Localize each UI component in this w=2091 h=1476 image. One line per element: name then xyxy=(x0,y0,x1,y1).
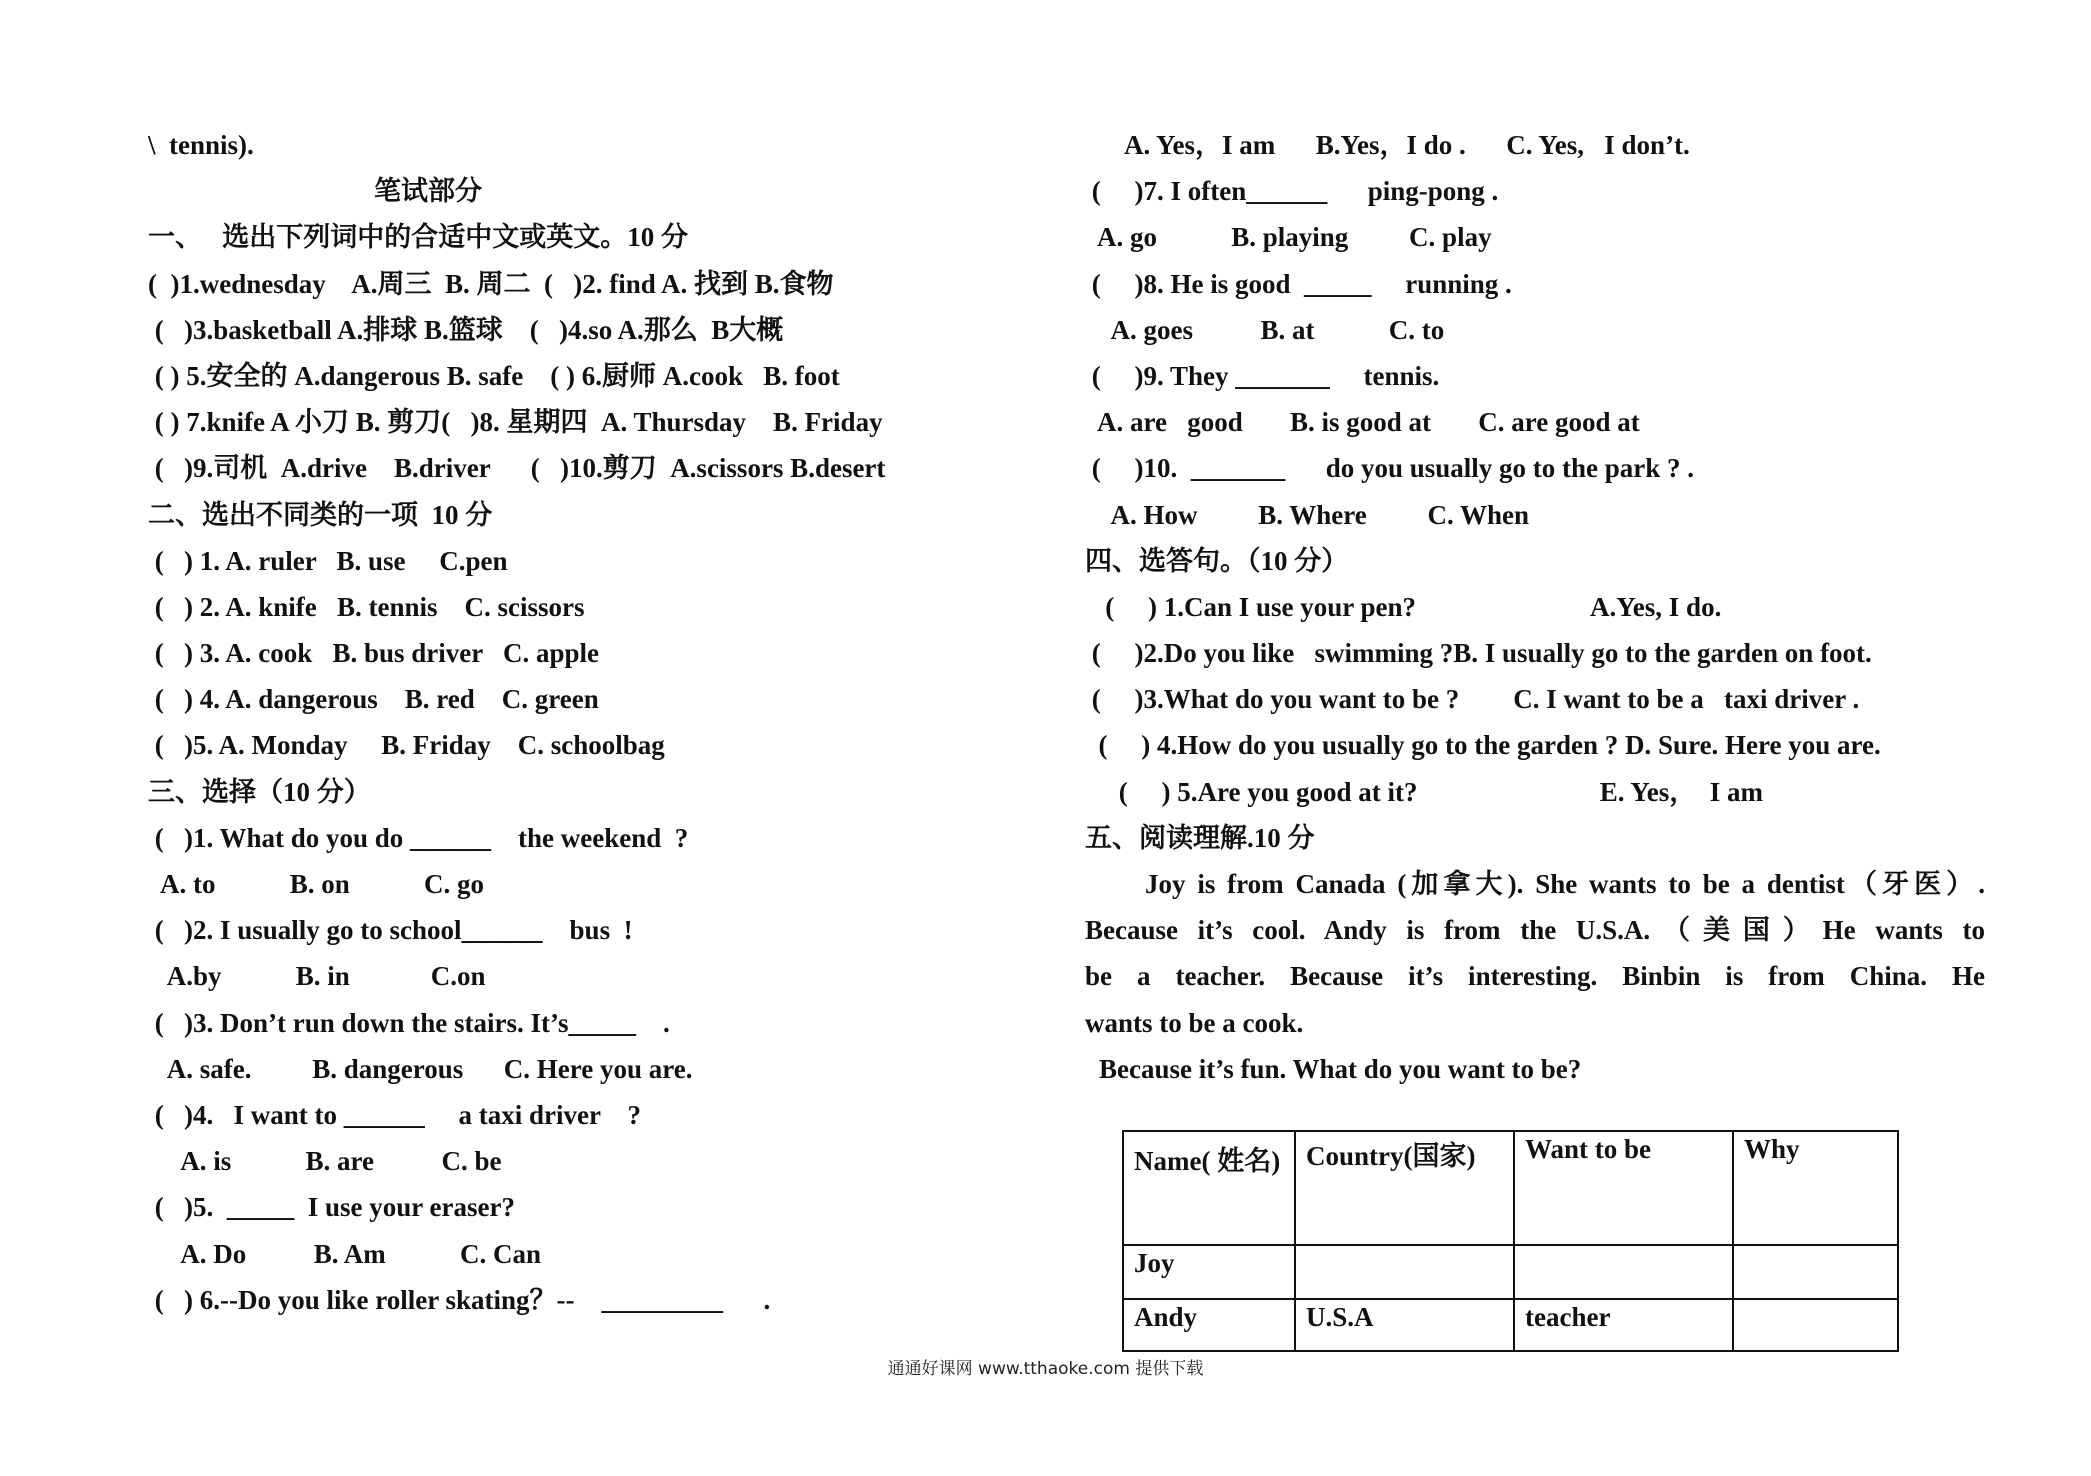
options-line: A. Do B. Am C. Can xyxy=(148,1238,542,1269)
table-cell xyxy=(1295,1245,1514,1299)
table-cell: U.S.A xyxy=(1295,1299,1514,1351)
header-country: Country(国家) xyxy=(1295,1131,1514,1245)
page-footer: 通通好课网 www.tthaoke.com 提供下载 xyxy=(887,1359,1204,1379)
question-line: ( ) 2. A. knife B. tennis C. scissors xyxy=(148,591,585,622)
reading-paragraph-line: wants to be a cook. xyxy=(1085,1007,1304,1038)
question-line: ( )5. _____ I use your eraser? xyxy=(148,1192,515,1223)
options-line: A. Yes，I am B.Yes，I do . C. Yes, I don’t. xyxy=(1085,130,1690,160)
table-row xyxy=(1123,1245,1898,1299)
left-column xyxy=(148,122,1048,1323)
question-line: ( ) 5.安全的 A.dangerous B. safe ( ) 6.厨师 A.cook B. foot xyxy=(148,360,840,391)
continuation-line: \ tennis). xyxy=(148,130,254,160)
header-why: Why xyxy=(1733,1131,1898,1245)
question-line: ( )3. Don’t run down the stairs. It’s_____ . xyxy=(148,1007,670,1038)
match-line: ( ) 5.Are you good at it? E. Yes， I am xyxy=(1085,776,1763,807)
question-line: ( ) 1. A. ruler B. use C.pen xyxy=(148,545,508,576)
header-name: Name( 姓名) xyxy=(1123,1131,1295,1245)
question-line: ( )9.司机 A.drive B.driver ( )10.剪刀 A.scissors B.desert xyxy=(148,453,886,484)
table-header-row xyxy=(1123,1131,1898,1245)
table-cell xyxy=(1733,1299,1898,1351)
question-line: ( )10. _______ do you usually go to the park ? . xyxy=(1085,453,1695,484)
question-line: ( )7. I often______ ping-pong . xyxy=(1085,176,1499,207)
reading-paragraph-line: Because it’s cool. Andy is from the U.S.A.（美国）He wants to xyxy=(1085,915,1985,946)
question-line: ( )1.wednesday A.周三 B. 周二 ( )2. find A. 找到 B.食物 xyxy=(148,268,834,299)
question-line: ( )3.basketball A.排球 B.篮球 ( )4.so A.那么 B大概 xyxy=(148,314,784,345)
options-line: A. How B. Where C. When xyxy=(1085,499,1530,530)
match-line: ( )2.Do you like swimming ?B. I usually go to the garden on foot. xyxy=(1085,638,1872,669)
table-row xyxy=(1123,1299,1898,1351)
options-line: A. goes B. at C. to xyxy=(1085,314,1445,345)
reading-paragraph-line: be a teacher. Because it’s interesting. Binbin is from China. He xyxy=(1085,961,1985,992)
table-cell xyxy=(1733,1245,1898,1299)
table-cell xyxy=(1514,1245,1733,1299)
question-line: ( ) 3. A. cook B. bus driver C. apple xyxy=(148,638,600,669)
reading-table xyxy=(1122,1130,1899,1352)
question-line: ( )1. What do you do ______ the weekend ? xyxy=(148,822,689,853)
options-line: A. go B. playing C. play xyxy=(1085,222,1492,253)
question-line: ( )9. They _______ tennis. xyxy=(1085,360,1440,391)
options-line: A. to B. on C. go xyxy=(148,869,485,899)
options-line: A. is B. are C. be xyxy=(148,1146,502,1177)
question-line: ( )5. A. Monday B. Friday C. schoolbag xyxy=(148,730,665,761)
section-title-written: 笔试部分 xyxy=(374,176,482,207)
table-cell: teacher xyxy=(1514,1299,1733,1351)
match-line: ( ) 4.How do you usually go to the garden ? D. Sure. Here you are. xyxy=(1085,730,1881,761)
section-heading-4: 四、选答句。（10 分） xyxy=(1085,545,1349,576)
question-line: ( )2. I usually go to school______ bus ! xyxy=(148,915,633,946)
section-heading-2: 二、选出不同类的一项 10 分 xyxy=(148,499,493,530)
section-heading-3: 三、选择（10 分） xyxy=(148,776,371,807)
question-line: ( ) 7.knife A 小刀 B. 剪刀( )8. 星期四 A. Thursday B. Friday xyxy=(148,407,883,438)
reading-paragraph-line: Because it’s fun. What do you want to be? xyxy=(1099,1053,1582,1084)
options-line: A. safe. B. dangerous C. Here you are. xyxy=(148,1053,693,1084)
table-cell: Joy xyxy=(1123,1245,1295,1299)
options-line: A.by B. in C.on xyxy=(148,961,486,992)
question-line: ( )8. He is good _____ running . xyxy=(1085,268,1512,299)
table-cell: Andy xyxy=(1123,1299,1295,1351)
section-heading-5: 五、阅读理解.10 分 xyxy=(1085,822,1315,853)
match-line: ( ) 1.Can I use your pen? A.Yes, I do. xyxy=(1085,591,1722,622)
question-line: ( ) 6.--Do you like roller skating？-- _________ . xyxy=(148,1284,771,1315)
question-line: ( ) 4. A. dangerous B. red C. green xyxy=(148,684,599,715)
question-line: ( )4. I want to ______ a taxi driver ? xyxy=(148,1099,641,1130)
reading-paragraph-line: Joy is from Canada (加拿大). She wants to be a dentist（牙医）. xyxy=(1145,869,1985,899)
header-want-to-be: Want to be xyxy=(1514,1131,1733,1245)
match-line: ( )3.What do you want to be ? C. I want to be a taxi driver . xyxy=(1085,684,1860,715)
section-heading-1: 一、 选出下列词中的合适中文或英文。10 分 xyxy=(148,222,688,253)
right-column xyxy=(1085,122,1985,1092)
options-line: A. are good B. is good at C. are good at xyxy=(1085,407,1640,438)
